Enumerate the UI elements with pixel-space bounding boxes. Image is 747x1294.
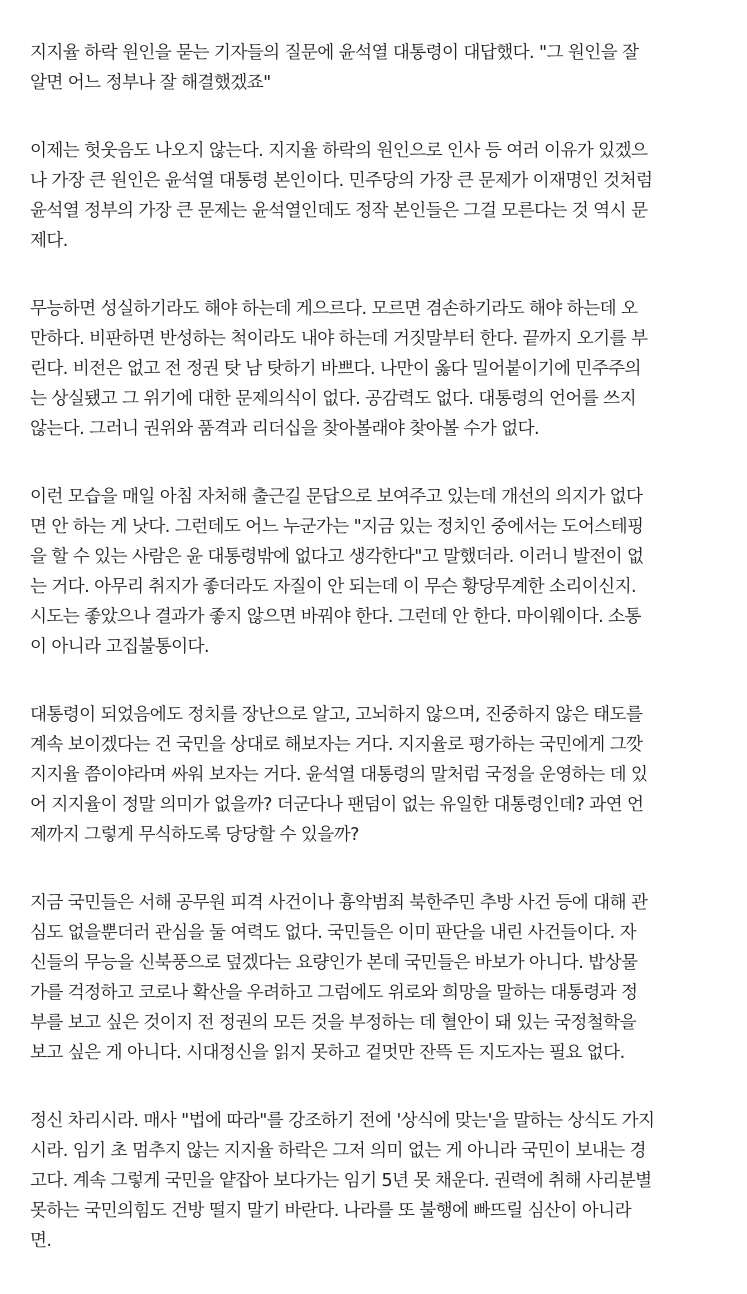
- text-line: 제까지 그렇게 무식하도록 당당할 수 있을까?: [30, 825, 359, 845]
- text-line: 면 안 하는 게 낫다. 그런데도 어느 누군가는 "지금 있는 정치인 중에서는 도어스테핑: [30, 517, 644, 537]
- text-line: 는 상실됐고 그 위기에 대한 문제의식이 없다. 공감력도 없다. 대통령의 언어를 쓰지: [30, 389, 636, 409]
- text-line: 는 거다. 아무리 취지가 좋더라도 자질이 안 되는데 이 무슨 황당무계한 소리이신지.: [30, 577, 636, 597]
- paragraph-2: [30, 136, 724, 256]
- text-line: 계속 보이겠다는 건 국민을 상대로 해보자는 거다. 지지율로 평가하는 국민에게 그깟: [30, 735, 643, 755]
- text-line: 심도 없을뿐더러 관심을 둘 여력도 없다. 국민들은 이미 판단을 내린 사건들이다. 자: [30, 923, 636, 943]
- text-line: 정신 차리시라. 매사 "법에 따라"를 강조하기 전에 '상식에 맞는'을 말하는 상식도 가지: [30, 1111, 655, 1131]
- text-line: 어 지지율이 정말 의미가 없을까? 더군다나 팬덤이 없는 유일한 대통령인데? 과연 언: [30, 795, 644, 815]
- text-line: 보고 싶은 게 아니다. 시대정신을 읽지 못하고 겉멋만 잔뜩 든 지도자는 필요 없다.: [30, 1043, 625, 1063]
- text-line: 만하다. 비판하면 반성하는 척이라도 내야 하는데 거짓말부터 한다. 끝까지 오기를 부: [30, 329, 648, 349]
- paragraph-5: [30, 700, 724, 850]
- paragraph-1: [30, 38, 724, 98]
- paragraph-6: [30, 888, 724, 1068]
- text-line: 알면 어느 정부나 잘 해결했겠죠": [30, 73, 271, 93]
- text-line: 지지율 하락 원인을 묻는 기자들의 질문에 윤석열 대통령이 대답했다. "그 원인을 잘: [30, 43, 639, 63]
- text-line: 부를 보고 싶은 것이지 전 정권의 모든 것을 부정하는 데 혈안이 돼 있는 국정철학을: [30, 1013, 636, 1033]
- text-line: 고다. 계속 그렇게 국민을 얕잡아 보다가는 임기 5년 못 채운다. 권력에 취해 사리분별: [30, 1171, 652, 1191]
- text-line: 대통령이 되었음에도 정치를 장난으로 알고, 고뇌하지 않으며, 진중하지 않은 태도를: [30, 705, 643, 725]
- article-body: [30, 38, 724, 1294]
- text-line: 나 가장 큰 원인은 윤석열 대통령 본인이다. 민주당의 가장 큰 문제가 이재명인 것처럼: [30, 171, 653, 191]
- text-line: 면.: [30, 1231, 52, 1251]
- text-line: 린다. 비전은 없고 전 정권 탓 남 탓하기 바쁘다. 나만이 옳다 밀어붙이기에 민주주의: [30, 359, 641, 379]
- text-line: 이런 모습을 매일 아침 자처해 출근길 문답으로 보여주고 있는데 개선의 의지가 없다: [30, 487, 643, 507]
- text-line: 않는다. 그러니 권위와 품격과 리더십을 찾아볼래야 찾아볼 수가 없다.: [30, 419, 540, 439]
- text-line: 시도는 좋았으나 결과가 좋지 않으면 바꿔야 한다. 그런데 안 한다. 마이웨이다. 소통: [30, 607, 641, 627]
- text-line: 이 아니라 고집불통이다.: [30, 637, 209, 657]
- text-line: 가를 걱정하고 코로나 확산을 우려하고 그럼에도 위로와 희망을 말하는 대통령과 정: [30, 983, 638, 1003]
- paragraph-3: [30, 294, 724, 444]
- text-line: 지금 국민들은 서해 공무원 피격 사건이나 흉악범죄 북한주민 추방 사건 등에 대해 관: [30, 893, 648, 913]
- text-line: 시라. 임기 초 멈추지 않는 지지율 하락은 그저 의미 없는 게 아니라 국민이 보내는 경: [30, 1141, 646, 1161]
- text-line: 무능하면 성실하기라도 해야 하는데 게으르다. 모르면 겸손하기라도 해야 하는데 오: [30, 299, 638, 319]
- text-line: 제다.: [30, 231, 68, 251]
- text-line: 이제는 헛웃음도 나오지 않는다. 지지율 하락의 원인으로 인사 등 여러 이유가 있겠으: [30, 141, 648, 161]
- text-line: 못하는 국민의힘도 건방 떨지 말기 바란다. 나라를 또 불행에 빠뜨릴 심산이 아니라: [30, 1201, 631, 1221]
- text-line: 신들의 무능을 신북풍으로 덮겠다는 요량인가 본데 국민들은 바보가 아니다. 밥상물: [30, 953, 638, 973]
- text-line: 지지율 쯤이야라며 싸워 보자는 거다. 윤석열 대통령의 말처럼 국정을 운영하는 데 있: [30, 765, 648, 785]
- text-line: 을 할 수 있는 사람은 윤 대통령밖에 없다고 생각한다"고 말했더라. 이러니 발전이 없: [30, 547, 644, 567]
- paragraph-4: [30, 482, 724, 662]
- text-line: 윤석열 정부의 가장 큰 문제는 윤석열인데도 정작 본인들은 그걸 모른다는 것 역시 문: [30, 201, 648, 221]
- paragraph-7: [30, 1106, 724, 1256]
